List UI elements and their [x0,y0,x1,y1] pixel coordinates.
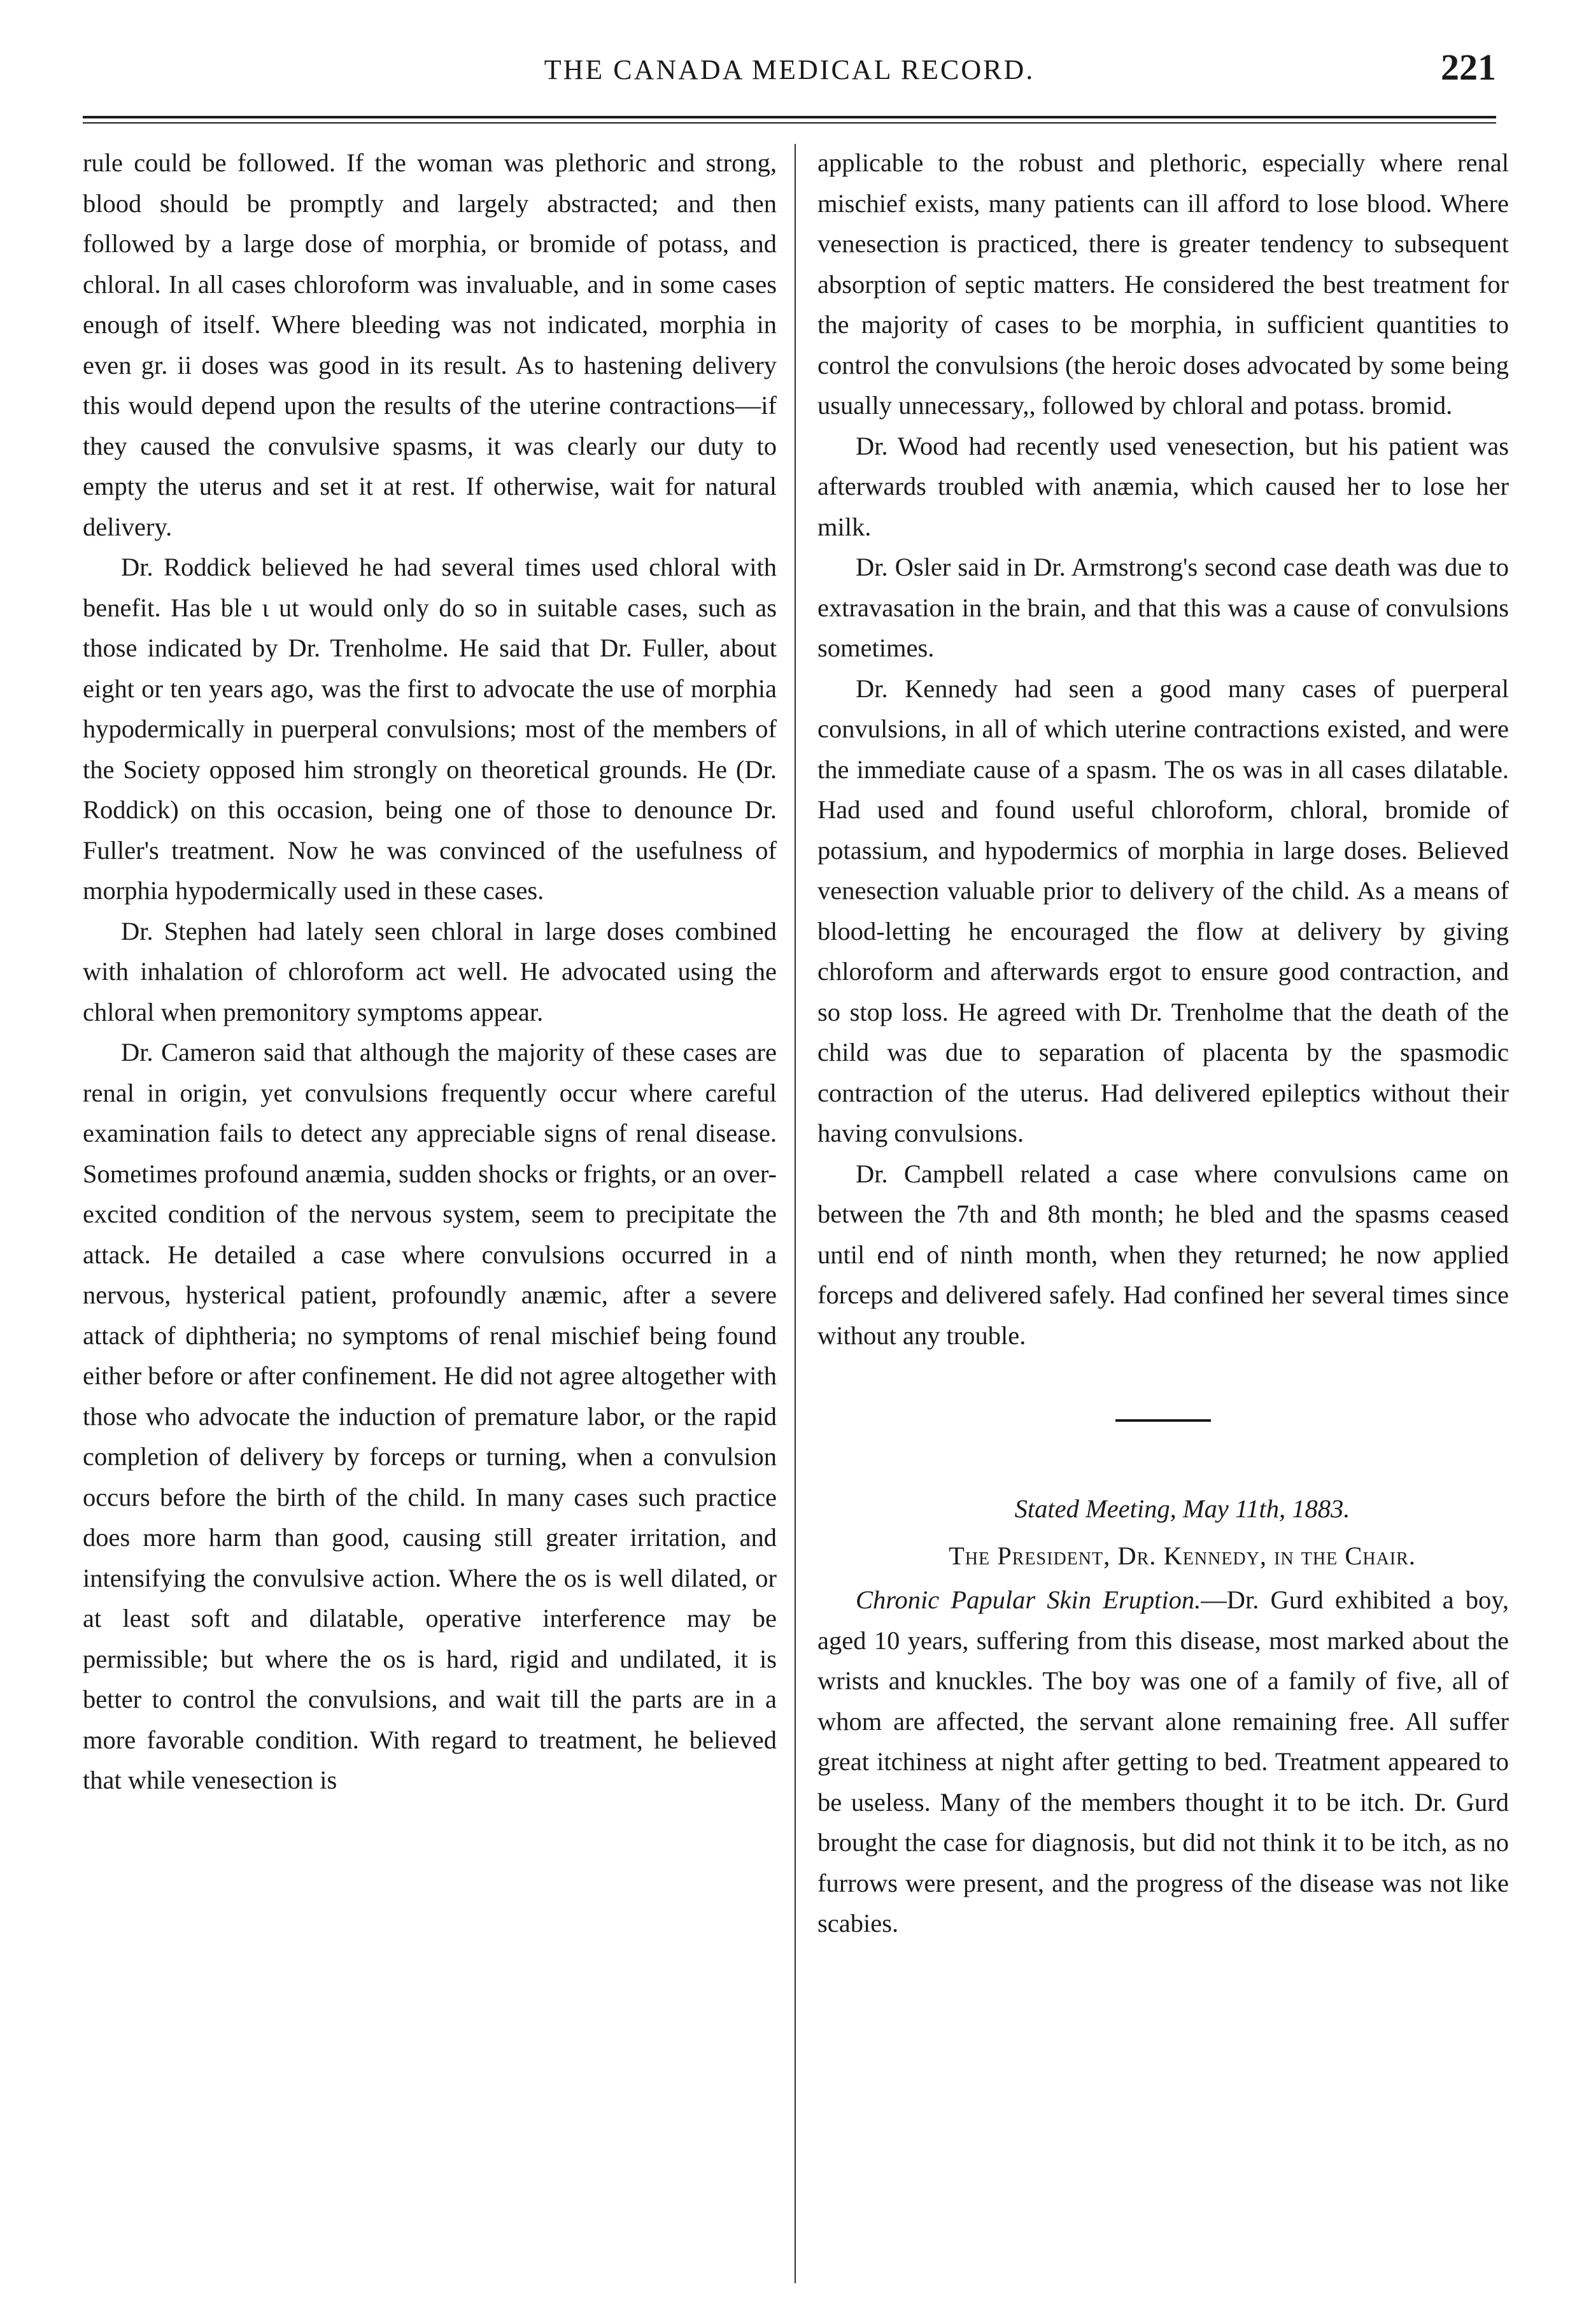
case-title: Chronic Papular Skin Eruption. [856,1585,1201,1614]
chair-heading: The President, Dr. Kennedy, in the Chair. [949,1541,1416,1570]
meeting-heading: Stated Meeting, May 11th, 1883. [1014,1494,1350,1523]
paragraph-stephen: Dr. Stephen had lately seen chloral in large doses combined with inhalation of chloroform act well. He advocated using the chloral when premonitory symptoms appear. [83,916,777,1026]
paragraph-gurd [817,1580,1509,1944]
paragraph-continued: rule could be followed. If the woman was plethoric and strong, blood should be promptly and largely abstracted; and then followed by a large dose of morphia, or bromide of potass, and chloral. In all cases chloroform was invaluable, and in some cases enough of itself. Where bleeding was not indicated, morphia in even gr. ii doses was good in its result. As to hastening delivery this would depend upon the results of the uterine contractions—if they caused the convulsive spasms, it was clearly our duty to empty the uterus and set it at rest. If otherwise, wait for natural delivery. [83,148,777,541]
paragraph-cameron: Dr. Cameron said that although the majority of these cases are renal in origin, yet convulsions frequently occur where careful examination fails to detect any appreciable signs of renal disease. Sometimes profound anæmia, sudden shocks or frights, or an over-excited condition of the nervous system, seem to precipitate the attack. He detailed a case where convulsions occurred in a nervous, hysterical patient, profoundly anæmic, after a severe attack of diphtheria; no symptoms of renal mischief being found either before or after confinement. He did not agree altogether with those who advocate the induction of premature labor, or the rapid completion of delivery by forceps or turning, when a convulsion occurs before the birth of the child. In many cases such practice does more harm than good, causing still greater irritation, and intensifying the convulsive action. Where the os is well dilated, or at least soft and dilatable, operative interference may be permissible; but where the os is hard, rigid and undilated, it is better to control the convulsions, and wait till the parts are in a more favorable condition. With regard to treatment, he believed that while venesection is [83,1038,777,1794]
section-divider [1115,1419,1211,1422]
case-description: —Dr. Gurd exhibited a boy, aged 10 years, suffering from this disease, most marked about the wrists and knuckles. The boy was one of a family of five, all of whom are affected, the servant alone remaining free. All suffer great itchiness at night after getting to bed. Treatment appeared to be useless. Many of the members thought it to be itch. Dr. Gurd brought the case for diagnosis, but did not think it to be itch, as no furrows were present, and the progress of the disease was not like scabies. [817,1585,1510,1938]
paragraph-continued: applicable to the robust and plethoric, especially where renal mischief exists, many patients can ill afford to lose blood. Where venesection is practiced, there is greater tendency to subsequent absorption of septic matters. He considered the best treatment for the majority of cases to be morphia, in sufficient quantities to control the convulsions (the heroic doses advocated by some being usually unnecessary,, followed by chloral and potass. bromid. [817,148,1509,420]
paragraph-wood: Dr. Wood had recently used venesection, but his patient was afterwards troubled with anæmia, which caused her to lose her milk. [817,431,1509,541]
left-column [83,143,777,1801]
paragraph-campbell: Dr. Campbell related a case where convulsions came on between the 7th and 8th month; he bled and the spasms ceased until end of ninth month, when they returned; he now applied forceps and delivered safely. Had confined her several times since without any trouble. [817,1159,1509,1350]
running-title: THE CANADA MEDICAL RECORD. [544,54,1035,85]
header-rule [83,116,1496,124]
page-number: 221 [1441,46,1496,88]
column-divider [795,144,796,2283]
paragraph-roddick: Dr. Roddick believed he had several times used chloral with benefit. Has ble ι ut would only do so in suitable cases, such as those indicated by Dr. Trenholme. He said that Dr. Fuller, about eight or ten years ago, was the first to advocate the use of morphia hypodermically in puerperal convulsions; most of the members of the Society opposed him strongly on theoretical grounds. He (Dr. Roddick) on this occasion, being one of those to denounce Dr. Fuller's treatment. Now he was convinced of the usefulness of morphia hypodermically used in these cases. [83,553,777,905]
right-column [817,143,1509,1944]
paragraph-kennedy: Dr. Kennedy had seen a good many cases of puerperal convulsions, in all of which uterine contractions existed, and were the immediate cause of a spasm. The os was in all cases dilatable. Had used and found useful chloroform, chloral, bromide of potassium, and hypodermics of morphia in large doses. Believed venesection valuable prior to delivery of the child. As a means of blood-letting he encouraged the flow at delivery by giving chloroform and afterwards ergot to ensure good contraction, and so stop loss. He agreed with Dr. Trenholme that the death of the child was due to separation of placenta by the spasmodic contraction of the uterus. Had delivered epileptics without their having convulsions. [817,674,1509,1147]
paragraph-osler: Dr. Osler said in Dr. Armstrong's second case death was due to extravasation in the brain, and that this was a cause of convulsions sometimes. [817,553,1509,662]
page-header [83,46,1496,97]
